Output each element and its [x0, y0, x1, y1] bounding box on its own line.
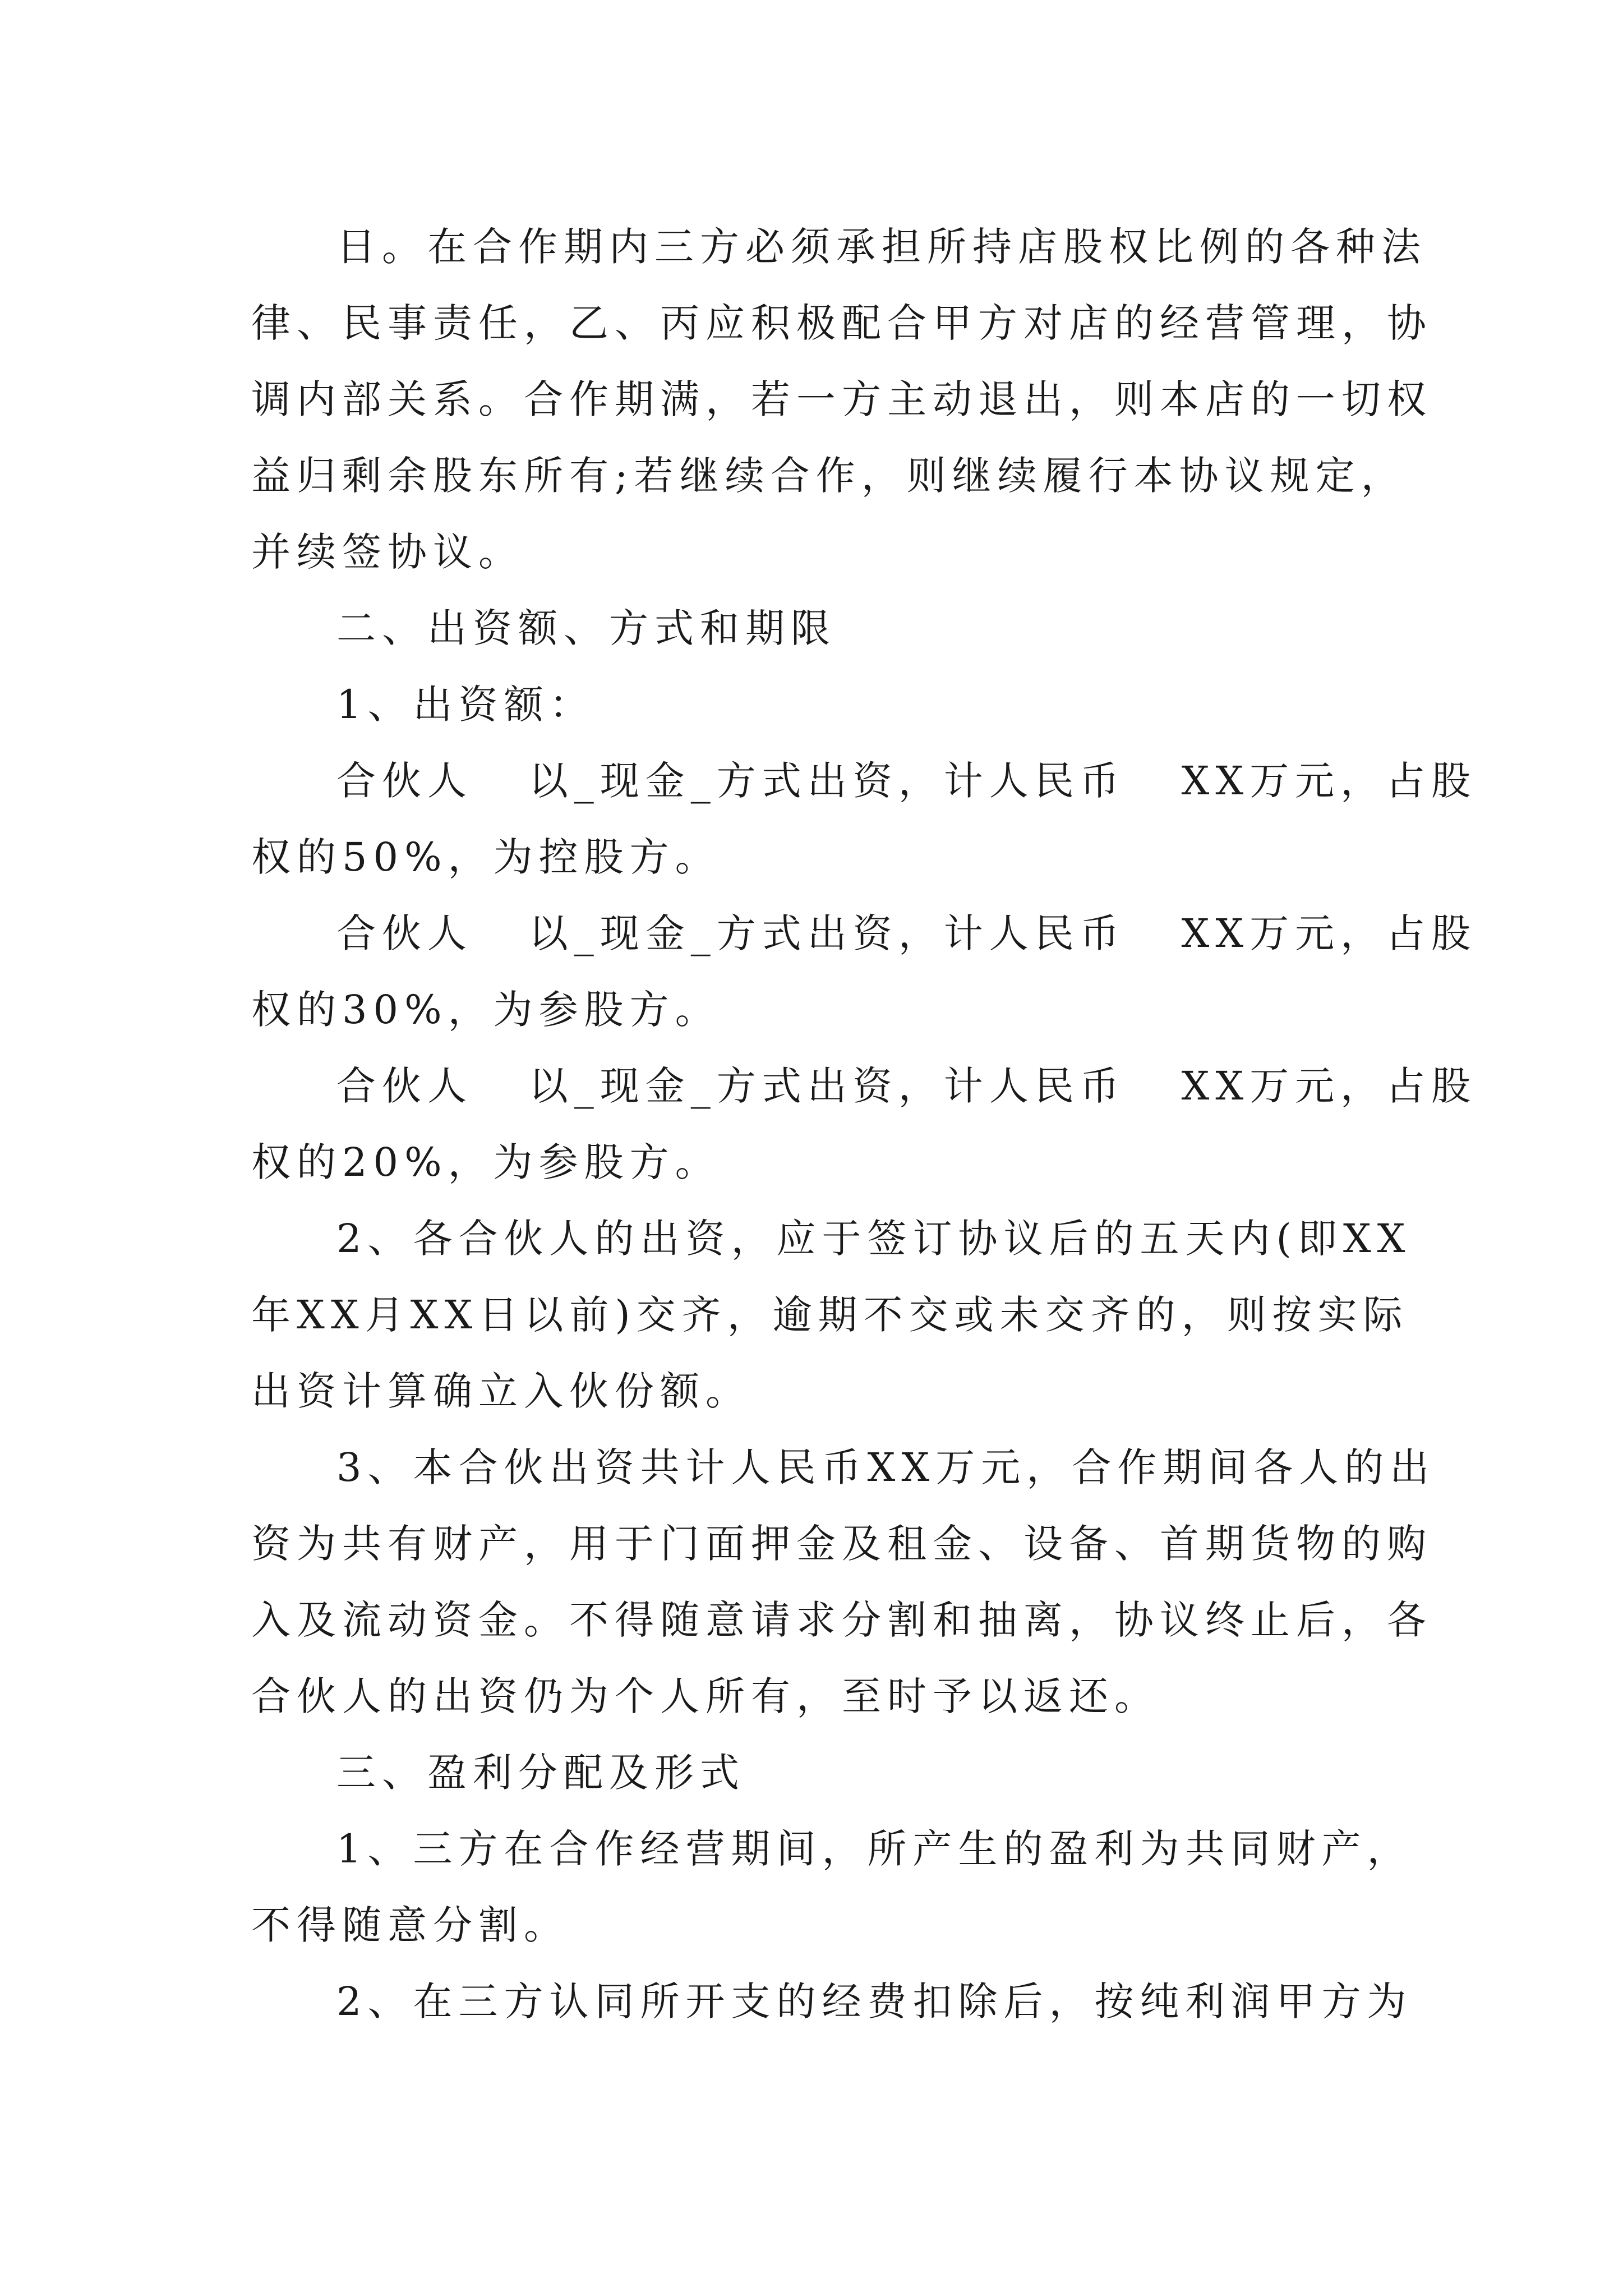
paragraph-line: 益归剩余股东所有;若继续合作，则继续履行本协议规定，: [251, 453, 1407, 499]
document-body: [251, 209, 1477, 2040]
paragraph-line: 2、在三方认同所开支的经费扣除后，按纯利润甲方为: [336, 1978, 1413, 2024]
paragraph-line: 权的30%，为参股方。: [251, 987, 721, 1033]
paragraph-line: 入及流动资金。不得随意请求分割和抽离，协议终止后，各: [251, 1597, 1432, 1643]
paragraph-line: 2、各合伙人的出资，应于签订协议后的五天内(即XX: [336, 1216, 1412, 1262]
paragraph-line: 合伙人 以_现金_方式出资，计人民币 XX万元，占股: [336, 910, 1477, 956]
section-heading: 二、出资额、方式和期限: [336, 605, 836, 651]
paragraph-line: 律、民事责任，乙、丙应积极配合甲方对店的经营管理，协: [251, 300, 1432, 346]
paragraph-line: 资为共有财产，用于门面押金及租金、设备、首期货物的购: [251, 1521, 1432, 1567]
paragraph-line: 3、本合伙出资共计人民币XX万元，合作期间各人的出: [336, 1444, 1436, 1490]
paragraph-line: 并续签协议。: [251, 529, 524, 575]
paragraph-line: 不得随意分割。: [251, 1902, 569, 1948]
paragraph-line: 年XX月XX日以前)交齐，逾期不交或未交齐的，则按实际: [251, 1292, 1409, 1338]
paragraph-line: 合伙人 以_现金_方式出资，计人民币 XX万元，占股: [336, 758, 1477, 804]
paragraph-line: 调内部关系。合作期满，若一方主动退出，则本店的一切权: [251, 376, 1432, 422]
paragraph-line: 合伙人的出资仍为个人所有，至时予以返还。: [251, 1673, 1160, 1719]
paragraph-line: 出资计算确立入伙份额。: [251, 1368, 751, 1414]
section-heading: 三、盈利分配及形式: [336, 1750, 745, 1796]
subsection-heading: 1、出资额：: [336, 682, 595, 728]
paragraph-line: 1、三方在合作经营期间，所产生的盈利为共同财产，: [336, 1826, 1413, 1872]
paragraph-line: 日。在合作期内三方必须承担所持店股权比例的各种法: [336, 224, 1427, 270]
paragraph-line: 合伙人 以_现金_方式出资，计人民币 XX万元，占股: [336, 1063, 1477, 1109]
paragraph-line: 权的20%，为参股方。: [251, 1139, 721, 1185]
paragraph-line: 权的50%，为控股方。: [251, 834, 721, 880]
